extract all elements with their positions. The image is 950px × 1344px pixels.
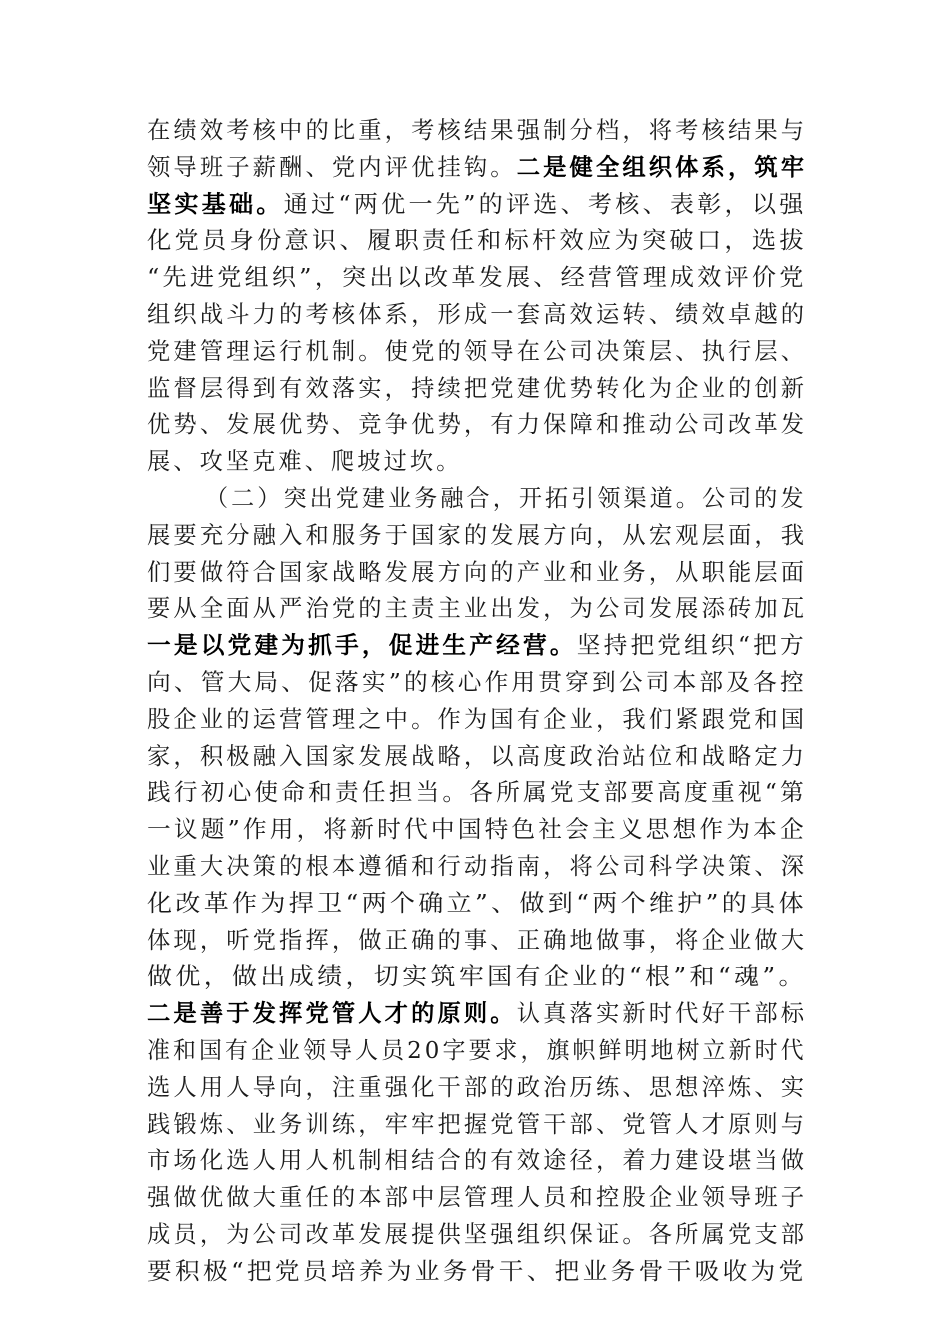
text-line: [147, 812, 807, 849]
text-line: [147, 150, 807, 187]
text-line: [147, 665, 807, 702]
body-text: 要从全面从严治党的主责主业出发，为公司发展添砖加瓦: [147, 595, 807, 623]
bold-heading-text: 二是善于发挥党管人才的原则。: [147, 1000, 517, 1028]
body-text: 组织战斗力的考核体系，形成一套高效运转、绩效卓越的: [147, 300, 807, 328]
text-line: [147, 334, 807, 371]
text-line: [147, 996, 807, 1033]
text-line: [147, 1070, 807, 1107]
body-text: 选人用人导向，注重强化干部的政治历练、思想淬炼、实: [147, 1073, 807, 1101]
text-line: [147, 518, 807, 555]
document-page: [147, 113, 807, 1291]
body-text: 业重大决策的根本遵循和行动指南，将公司科学决策、深: [147, 852, 807, 880]
text-line: [147, 1254, 807, 1291]
text-line: [147, 1180, 807, 1217]
body-text: 家，积极融入国家发展战略，以高度政治站位和战略定力: [147, 742, 807, 770]
body-text: 在绩效考核中的比重，考核结果强制分档，将考核结果与: [147, 117, 807, 144]
text-line: [147, 407, 807, 444]
body-text: 公司的发: [701, 484, 807, 512]
body-text: （二）突出党建业务融合，开拓引领渠道。: [205, 484, 702, 512]
text-line: [147, 886, 807, 923]
text-line: [147, 297, 807, 334]
body-text: 准和国有企业领导人员20字要求，旗帜鲜明地树立新时代: [147, 1036, 807, 1064]
body-text: 向、管大局、促落实”的核心作用贯穿到公司本部及各控: [147, 668, 807, 696]
bold-heading-text: 二是健全组织体系，筑牢: [516, 153, 807, 181]
body-text: 践锻炼、业务训练，牢牢把握党管干部、党管人才原则与: [147, 1110, 807, 1138]
text-line: [147, 702, 807, 739]
body-text: 坚持把党组织“把方: [576, 632, 807, 660]
text-line: [147, 959, 807, 996]
text-line: [147, 1143, 807, 1180]
text-line: [147, 849, 807, 886]
body-text: 认真落实新时代好干部标: [516, 1000, 807, 1028]
body-text: 做优，做出成绩，切实筑牢国有企业的“根”和“魂”。: [147, 963, 807, 991]
body-text: 体现，听党指挥，做正确的事、正确地做事，将企业做大: [147, 926, 807, 954]
body-text: 优势、发展优势、竞争优势，有力保障和推动公司改革发: [147, 411, 807, 439]
text-line: [147, 223, 807, 260]
body-text: 通过“两优一先”的评选、考核、表彰，以强: [283, 190, 807, 218]
body-text: 要积极“把党员培养为业务骨干、把业务骨干吸收为党: [147, 1257, 807, 1285]
text-line: [147, 1033, 807, 1070]
text-line: [147, 555, 807, 592]
body-text: 化党员身份意识、履职责任和标杆效应为突破口，选拔: [147, 227, 807, 255]
body-text: 监督层得到有效落实，持续把党建优势转化为企业的创新: [147, 374, 807, 402]
text-line: [147, 371, 807, 408]
text-line: [147, 260, 807, 297]
body-text: 股企业的运营管理之中。作为国有企业，我们紧跟党和国: [147, 705, 807, 733]
text-line: [147, 739, 807, 776]
body-text: 领导班子薪酬、党内评优挂钩。: [147, 153, 517, 181]
text-line: [147, 591, 807, 628]
bold-heading-text: 坚实基础。: [147, 190, 284, 218]
text-line: [147, 481, 807, 518]
text-line: [147, 1217, 807, 1254]
body-text: 践行初心使命和责任担当。各所属党支部要高度重视“第: [147, 779, 807, 807]
text-line: [147, 775, 807, 812]
body-text: 强做优做大重任的本部中层管理人员和控股企业领导班子: [147, 1184, 807, 1212]
text-line: [147, 628, 807, 665]
body-text: 一议题”作用，将新时代中国特色社会主义思想作为本企: [147, 816, 807, 844]
text-line: [147, 113, 807, 150]
body-text: 党建管理运行机制。使党的领导在公司决策层、执行层、: [147, 337, 807, 365]
body-text: 展、攻坚克难、爬坡过坎。: [147, 448, 463, 476]
body-text: 成员，为公司改革发展提供坚强组织保证。各所属党支部: [147, 1220, 807, 1248]
body-text: 化改革作为捍卫“两个确立”、做到“两个维护”的具体: [147, 889, 807, 917]
body-text: 们要做符合国家战略发展方向的产业和业务，从职能层面: [147, 558, 807, 586]
text-line: [147, 444, 807, 481]
body-text: 市场化选人用人机制相结合的有效途径，着力建设堪当做: [147, 1147, 807, 1175]
body-text: 展要充分融入和服务于国家的发展方向，从宏观层面，我: [147, 521, 807, 549]
text-line: [147, 187, 807, 224]
text-line: [147, 923, 807, 960]
bold-heading-text: 一是以党建为抓手，促进生产经营。: [147, 632, 577, 660]
body-text: “先进党组织”，突出以改革发展、经营管理成效评价党: [147, 264, 807, 292]
text-line: [147, 1107, 807, 1144]
